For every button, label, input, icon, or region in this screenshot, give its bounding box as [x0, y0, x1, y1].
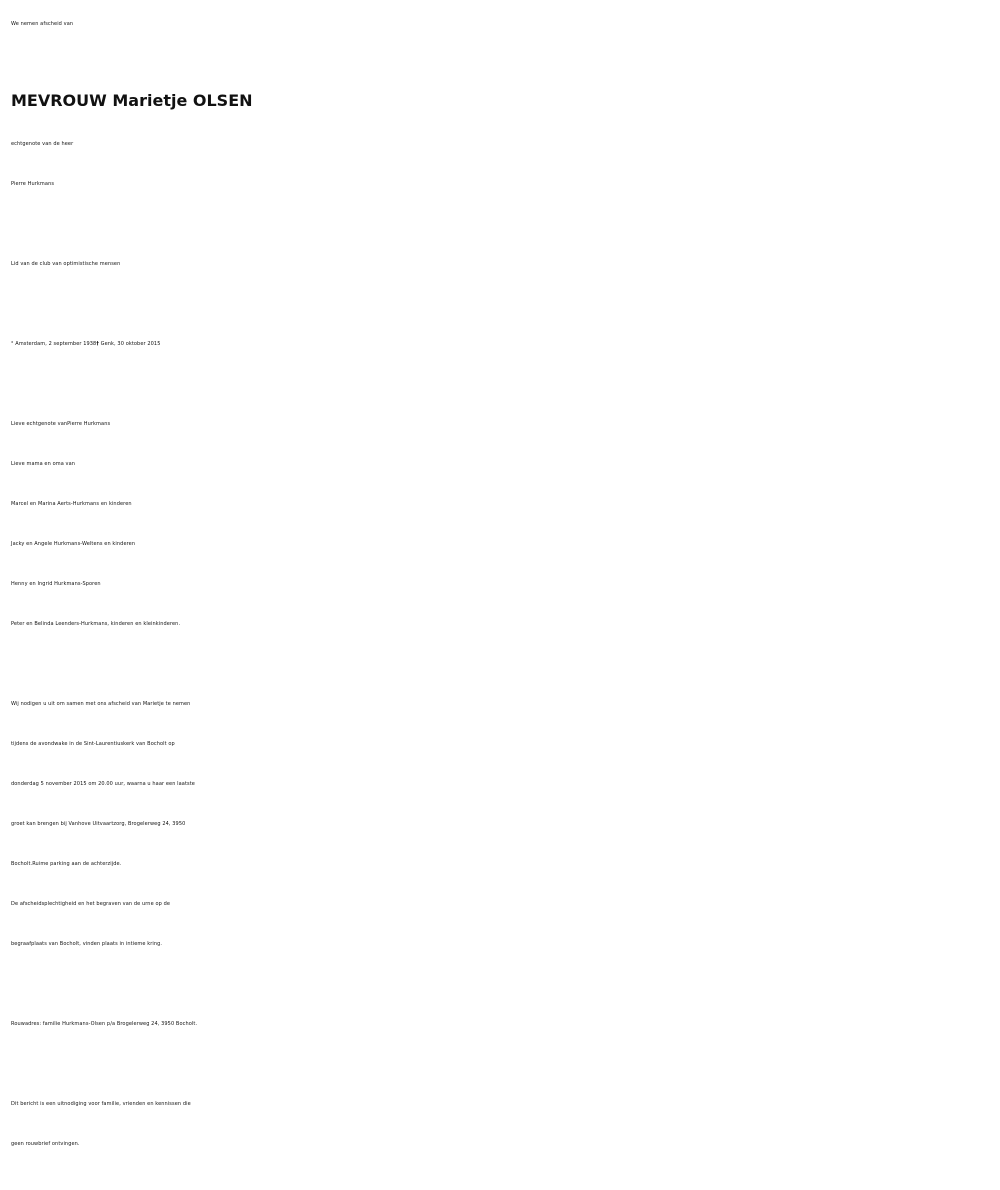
family-line: Peter en Belinda Leenders-Hurkmans, kinderen en kleinkinderen. — [11, 621, 181, 627]
spouse-line: Pierre Hurkmans — [11, 181, 55, 187]
deceased-name: MEVROUW Marietje OLSEN — [11, 91, 253, 110]
notice-paragraph — [11, 1084, 991, 1164]
family-line: Jacky en Angele Hurkmans-Weltens en kinderen — [11, 541, 136, 547]
obituary-notice — [11, 4, 991, 1164]
family-line: Henny en Ingrid Hurkmans-Sporen — [11, 581, 101, 587]
intro-text: We nemen afscheid van — [11, 21, 74, 27]
birth-death-dates — [11, 324, 991, 364]
family-line: Lieve mama en oma van — [11, 461, 76, 467]
birth-symbol: ° — [11, 341, 14, 347]
family-line: Marcel en Marina Aerts-Hurkmans en kinderen — [11, 501, 132, 507]
invitation-line: De afscheidsplechtigheid en het begraven van de urne op de — [11, 901, 171, 907]
invitation-line: groet kan brengen bij Vanhove Uitvaartzorg, Brogelerweg 24, 3950 — [11, 821, 186, 827]
notice-line: Dit bericht is een uitnodiging voor familie, vrienden en kennissen die — [11, 1101, 191, 1107]
mourning-address: Rouwadres: familie Hurkmans-Olsen p/a Brogelerweg 24, 3950 Bocholt. — [11, 1021, 198, 1027]
death-info: Genk, 30 oktober 2015 — [98, 341, 161, 347]
notice-line: geen rouwbrief ontvingen. — [11, 1141, 80, 1147]
family-line: Lieve echtgenote vanPierre Hurkmans — [11, 421, 111, 427]
invitation-line: begraafplaats van Bocholt, vinden plaats in intieme kring. — [11, 941, 163, 947]
dagger-icon: † — [96, 341, 99, 347]
club-membership: Lid van de club van optimistische mensen — [11, 261, 121, 267]
family-list — [11, 404, 991, 644]
birth-info: Amsterdam, 2 september 1938 — [13, 341, 97, 347]
spouse-line: echtgenote van de heer — [11, 141, 74, 147]
invitation-line: Bocholt.Ruime parking aan de achterzijde. — [11, 861, 122, 867]
invitation-paragraph — [11, 684, 991, 964]
invitation-line: Wij nodigen u uit om samen met ons afscheid van Marietje te nemen — [11, 701, 191, 707]
invitation-line: donderdag 5 november 2015 om 20.00 uur, waarna u haar een laatste — [11, 781, 195, 787]
invitation-line: tijdens de avondwake in de Sint-Laurentiuskerk van Bocholt op — [11, 741, 175, 747]
